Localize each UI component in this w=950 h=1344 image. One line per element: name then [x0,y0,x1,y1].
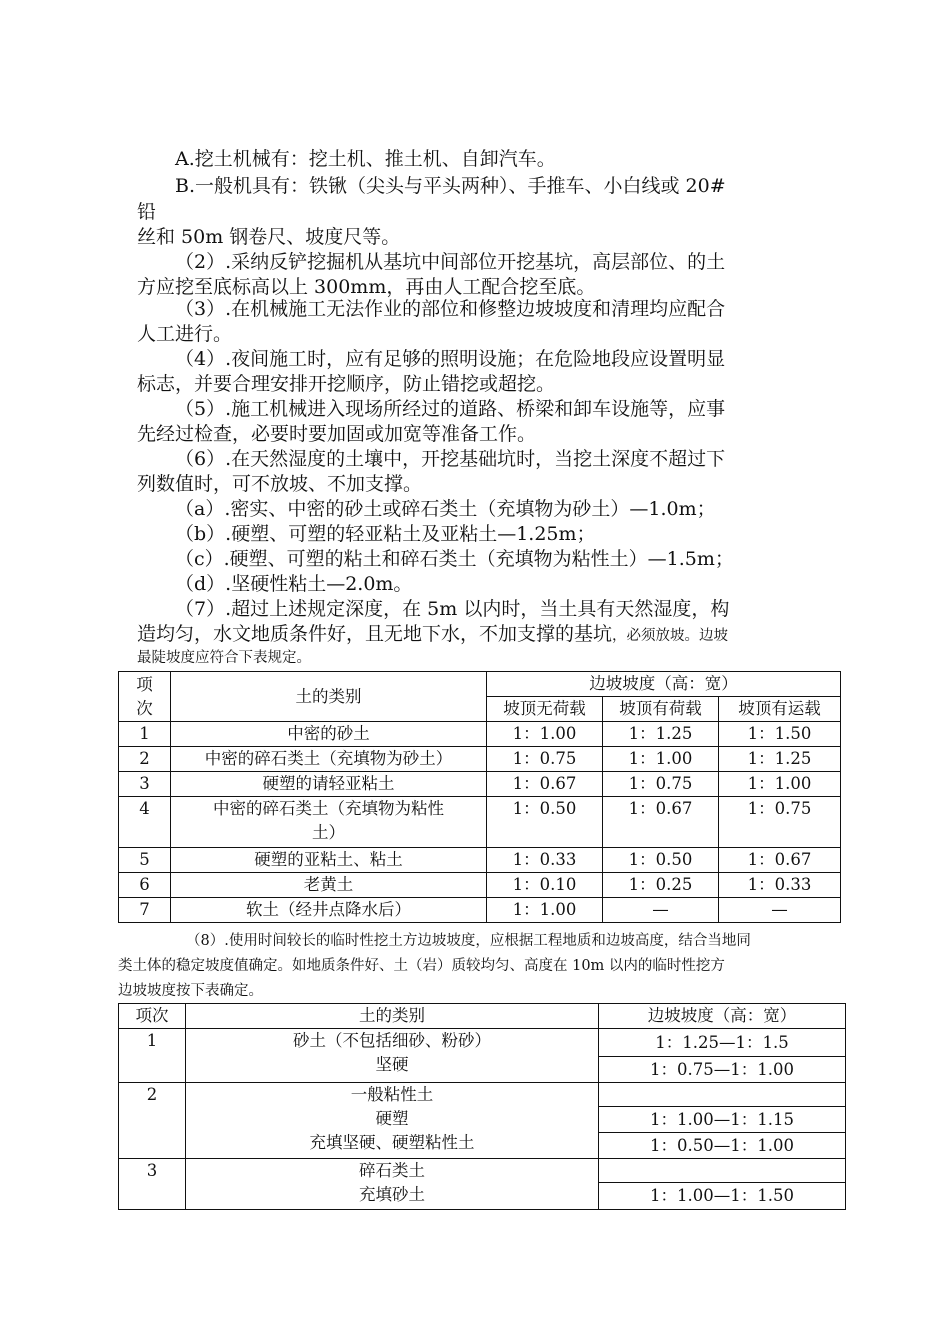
cell-no: 3 [119,1159,186,1210]
cell-value: 1：0.50 [487,797,603,848]
header-cell-slope: 边坡坡度（高：宽） [487,672,841,697]
cell-type: 碎石类土 充填砂土 [186,1159,599,1210]
paragraph: A.挖土机械有：挖土机、推土机、自卸汽车。 [175,148,556,170]
table-row [119,797,841,848]
paragraph: （4）.夜间施工时，应有足够的照明设施；在危险地段应设置明显 [175,348,726,370]
cell-value: 1：1.00 [487,898,603,923]
cell-value: 1：0.75 [719,797,841,848]
paragraph: 方应挖至底标高以上 300mm，再由人工配合挖至底。 [137,276,596,298]
cell-value: 1：0.75 [487,747,603,772]
cell-value: 1：1.00 [603,747,719,772]
header-cell-type: 土的类别 [171,672,487,722]
list-item: （a）.密实、中密的砂土或碎石类土（充填物为砂土）—1.0m； [175,498,716,520]
cell-type: 中密的碎石类土（充填物为粘性 土） [171,797,487,848]
cell-type: 中密的碎石类土（充填物为砂土） [171,747,487,772]
paragraph: 人工进行。 [137,323,233,345]
cell-value: 1：0.75—1：1.00 [599,1057,846,1083]
paragraph: 铅 [137,201,157,223]
paragraph: 列数值时，可不放坡、不加支撑。 [137,473,423,495]
cell-no: 1 [119,1029,186,1083]
paragraph: 最陡坡度应符合下表规定。 [137,650,311,666]
paragraph-small-text: ，必须放坡。边坡 [612,628,729,644]
cell-no: 3 [119,772,171,797]
cell-no: 1 [119,722,171,747]
cell-type: 一般粘性土 硬塑 充填坚硬、硬塑粘性土 [186,1083,599,1159]
cell-no: 2 [119,747,171,772]
list-item: （d）.坚硬性粘土—2.0m。 [175,573,413,595]
cell-value: 1：1.00—1：1.50 [599,1183,846,1210]
header-cell: 坡顶有运载 [719,697,841,722]
cell-value: 1：1.00 [719,772,841,797]
cell-value: 1：0.33 [487,848,603,873]
paragraph: （2）.采纳反铲挖掘机从基坑中间部位开挖基坑，高层部位、的土 [175,251,726,273]
paragraph: （7）.超过上述规定深度，在 5m 以内时，当土具有天然湿度，构 [175,598,730,620]
cell-type: 硬塑的亚粘土、粘土 [171,848,487,873]
cell-no: 2 [119,1083,186,1159]
cell-value: 1：0.10 [487,873,603,898]
header-cell-slope: 边坡坡度（高：宽） [599,1004,846,1029]
cell-value: 1：0.33 [719,873,841,898]
cell-value: 1：0.67 [603,797,719,848]
cell-type: 软土（经井点降水后） [171,898,487,923]
paragraph: 类土体的稳定坡度值确定。如地质条件好、土（岩）质较均匀、高度在 10m 以内的临时性挖方 [118,958,725,974]
table-row [119,772,841,797]
paragraph: 先经过检查，必要时要加固或加宽等准备工作。 [137,423,537,445]
table-row [119,1083,846,1107]
cell-type: 硬塑的请轻亚粘土 [171,772,487,797]
paragraph [137,622,837,647]
paragraph: B.一般机具有：铁锹（尖头与平头两种）、手推车、小白线或 20# [175,175,726,197]
cell-value: 1：0.75 [603,772,719,797]
paragraph-text: 造均匀，水文地质条件好，且无地下水，不加支撑的基坑 [137,623,613,645]
paragraph: 标志，并要合理安排开挖顺序，防止错挖或超挖。 [137,373,556,395]
cell-value: 1：1.50 [719,722,841,747]
cell-value [599,1083,846,1107]
header-cell: 坡顶无荷载 [487,697,603,722]
cell-value: 1：1.25—1：1.5 [599,1029,846,1057]
header-cell-no: 项次 [119,1004,186,1029]
paragraph: 丝和 50m 钢卷尺、坡度尺等。 [137,226,401,248]
header-cell-type: 土的类别 [186,1004,599,1029]
table-row [119,747,841,772]
cell-value: 1：0.67 [719,848,841,873]
table-row [119,722,841,747]
table-row [119,873,841,898]
paragraph: （5）.施工机械进入现场所经过的道路、桥梁和卸车设施等，应事 [175,398,726,420]
cell-no: 5 [119,848,171,873]
cell-no: 4 [119,797,171,848]
cell-value: 1：0.67 [487,772,603,797]
cell-value: 1：0.25 [603,873,719,898]
cell-value: 1：1.25 [603,722,719,747]
list-item: （c）.硬塑、可塑的粘土和碎石类土（充填物为粘性土）—1.5m； [175,548,734,570]
cell-value: — [603,898,719,923]
slope-table-2 [118,1003,846,1210]
cell-type: 砂土（不包括细砂、粉砂） 坚硬 [186,1029,599,1083]
cell-no: 7 [119,898,171,923]
cell-value: 1：0.50—1：1.00 [599,1133,846,1159]
slope-table-1 [118,671,841,923]
cell-value [599,1159,846,1183]
cell-value: 1：1.25 [719,747,841,772]
table-row [119,898,841,923]
cell-type: 老黄土 [171,873,487,898]
paragraph: （8）.使用时间较长的临时性挖土方边坡坡度，应根据工程地质和边坡高度，结合当地同 [186,933,751,949]
table-row [119,848,841,873]
paragraph: （6）.在天然湿度的土壤中，开挖基础坑时，当挖土深度不超过下 [175,448,726,470]
header-cell: 坡顶有荷载 [603,697,719,722]
cell-value: 1：1.00 [487,722,603,747]
list-item: （b）.硬塑、可塑的轻亚粘土及亚粘土—1.25m； [175,523,596,545]
cell-no: 6 [119,873,171,898]
paragraph: （3）.在机械施工无法作业的部位和修整边坡坡度和清理均应配合 [175,298,726,320]
header-cell-no: 项 次 [119,672,171,722]
table-header-row [119,1004,846,1029]
cell-value: 1：1.00—1：1.15 [599,1107,846,1133]
cell-value: 1：0.50 [603,848,719,873]
table-row [119,1159,846,1183]
paragraph: 边坡坡度按下表确定。 [118,983,263,999]
cell-type: 中密的砂土 [171,722,487,747]
table-row [119,1029,846,1057]
table-header-row [119,672,841,697]
cell-value: — [719,898,841,923]
